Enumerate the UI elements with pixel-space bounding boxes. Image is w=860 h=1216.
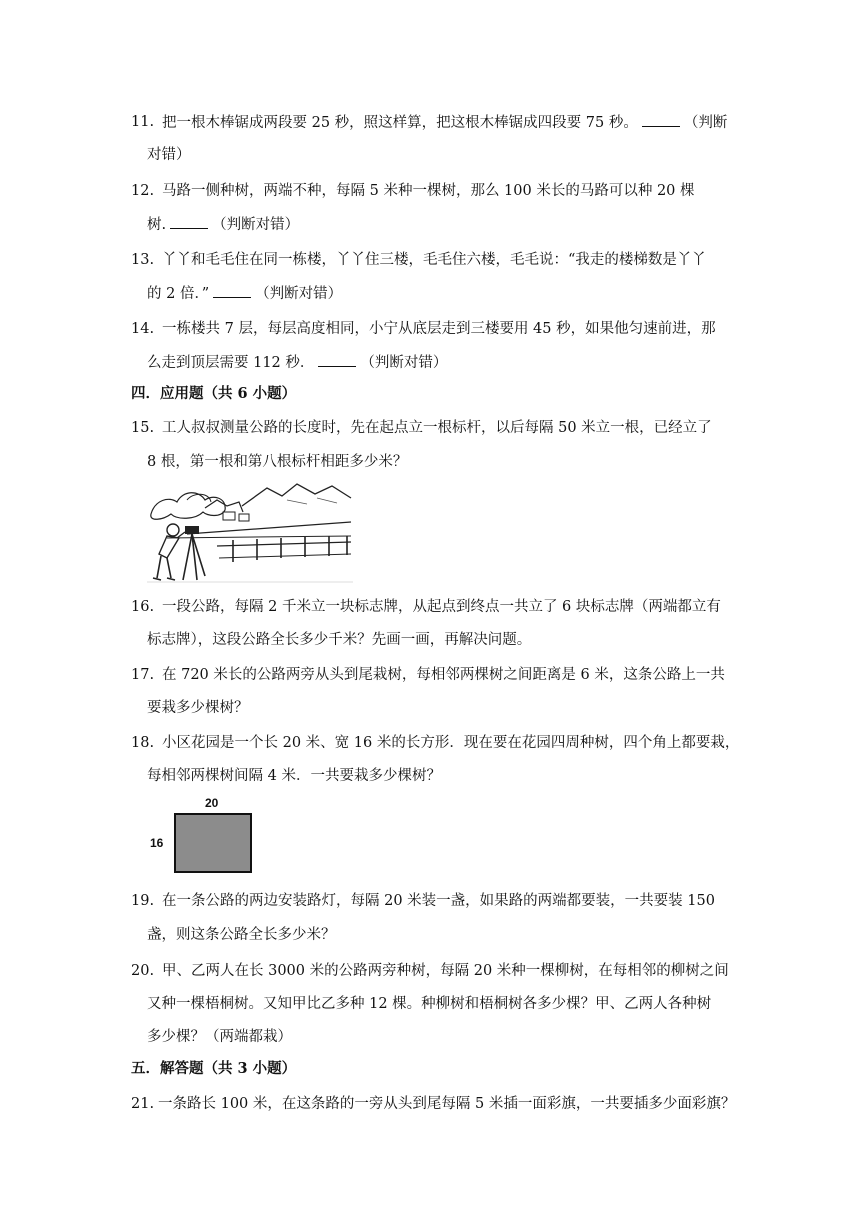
question-suffix: （判断对错） xyxy=(212,217,300,233)
question-suffix: （判断对错） xyxy=(360,355,448,371)
question-text: 一段公路，每隔 2 千米立一块标志牌，从起点到终点一共立了 6 块标志牌（两端都立有 xyxy=(162,599,721,615)
surveyor-illustration xyxy=(147,478,353,584)
question-text-cont: 多少棵？（两端都栽） xyxy=(147,1029,292,1045)
question-text: 在一条公路的两边安装路灯，每隔 20 米装一盏，如果路的两端都要装，一共要装 150 xyxy=(162,893,715,909)
question-text-cont: 每相邻两棵树间隔 4 米．一共要栽多少棵树？ xyxy=(147,768,441,784)
question-suffix: （判断 xyxy=(683,115,728,131)
question-text: 一条路长 100 米，在这条路的一旁从头到尾每隔 5 米插一面彩旗，一共要插多少面彩旗？ xyxy=(158,1096,736,1112)
rectangle-figure xyxy=(148,797,258,877)
answer-blank[interactable] xyxy=(318,352,356,367)
question-number: 11. xyxy=(131,114,155,130)
question-text: 工人叔叔测量公路的长度时，先在起点立一根标杆，以后每隔 50 米立一根，已经立了 xyxy=(162,420,712,436)
answer-blank[interactable] xyxy=(642,112,680,127)
question-text: 一栋楼共 7 层，每层高度相同，小宁从底层走到三楼要用 45 秒，如果他匀速前进，那 xyxy=(162,321,716,337)
question-number: 12. xyxy=(131,183,155,199)
question-text: 甲、乙两人在长 3000 米的公路两旁种树，每隔 20 米种一棵柳树，在每相邻的柳树之间 xyxy=(162,963,729,979)
question-number: 17. xyxy=(131,667,155,683)
question-text-cont: 对错） xyxy=(147,147,191,163)
question-number: 21. xyxy=(131,1096,155,1112)
question-number: 15. xyxy=(131,420,155,436)
rect-length-label: 20 xyxy=(205,796,219,810)
answer-blank[interactable] xyxy=(213,283,251,298)
question-text: 把一根木棒锯成两段要 25 秒，照这样算，把这根木棒锯成四段要 75 秒。 xyxy=(162,115,638,131)
question-text-cont: 8 根，第一根和第八根标杆相距多少米？ xyxy=(147,454,408,470)
question-text-cont: 标志牌），这段公路全长多少千米？先画一画，再解决问题。 xyxy=(147,632,532,648)
question-text-cont: 又种一棵梧桐树。又知甲比乙多种 12 棵。种柳树和梧桐树各多少棵？甲、乙两人各种树 xyxy=(147,996,712,1012)
question-number: 14. xyxy=(131,321,155,337)
question-text-cont: 树. xyxy=(147,217,167,233)
question-text-cont: 盏，则这条公路全长多少米？ xyxy=(147,927,336,943)
question-text: 马路一侧种树，两端不种，每隔 5 米种一棵树，那么 100 米长的马路可以种 20 棵 xyxy=(162,183,695,199)
question-text-cont: 要栽多少棵树？ xyxy=(147,700,249,716)
question-text-cont: 的 2 倍．” xyxy=(147,286,210,302)
question-text: 丫丫和毛毛住在同一栋楼，丫丫住三楼，毛毛住六楼，毛毛说：“我走的楼梯数是丫丫 xyxy=(162,252,706,268)
question-number: 18. xyxy=(131,735,155,751)
question-number: 20. xyxy=(131,963,155,979)
question-text-cont: 么走到顶层需要 112 秒． xyxy=(147,355,315,371)
rect-width-label: 16 xyxy=(150,836,164,850)
question-number: 13. xyxy=(131,252,155,268)
section-heading: 五．解答题（共 3 小题） xyxy=(131,1060,297,1077)
question-number: 19. xyxy=(131,893,155,909)
question-text: 小区花园是一个长 20 米、宽 16 米的长方形．现在要在花园四周种树，四个角上都要栽， xyxy=(162,735,740,751)
garden-rectangle xyxy=(174,813,252,873)
answer-blank[interactable] xyxy=(170,214,208,229)
section-heading: 四．应用题（共 6 小题） xyxy=(131,385,297,402)
question-text: 在 720 米长的公路两旁从头到尾栽树，每相邻两棵树之间距离是 6 米，这条公路上一共 xyxy=(162,667,725,683)
question-suffix: （判断对错） xyxy=(255,286,343,302)
question-number: 16. xyxy=(131,599,155,615)
